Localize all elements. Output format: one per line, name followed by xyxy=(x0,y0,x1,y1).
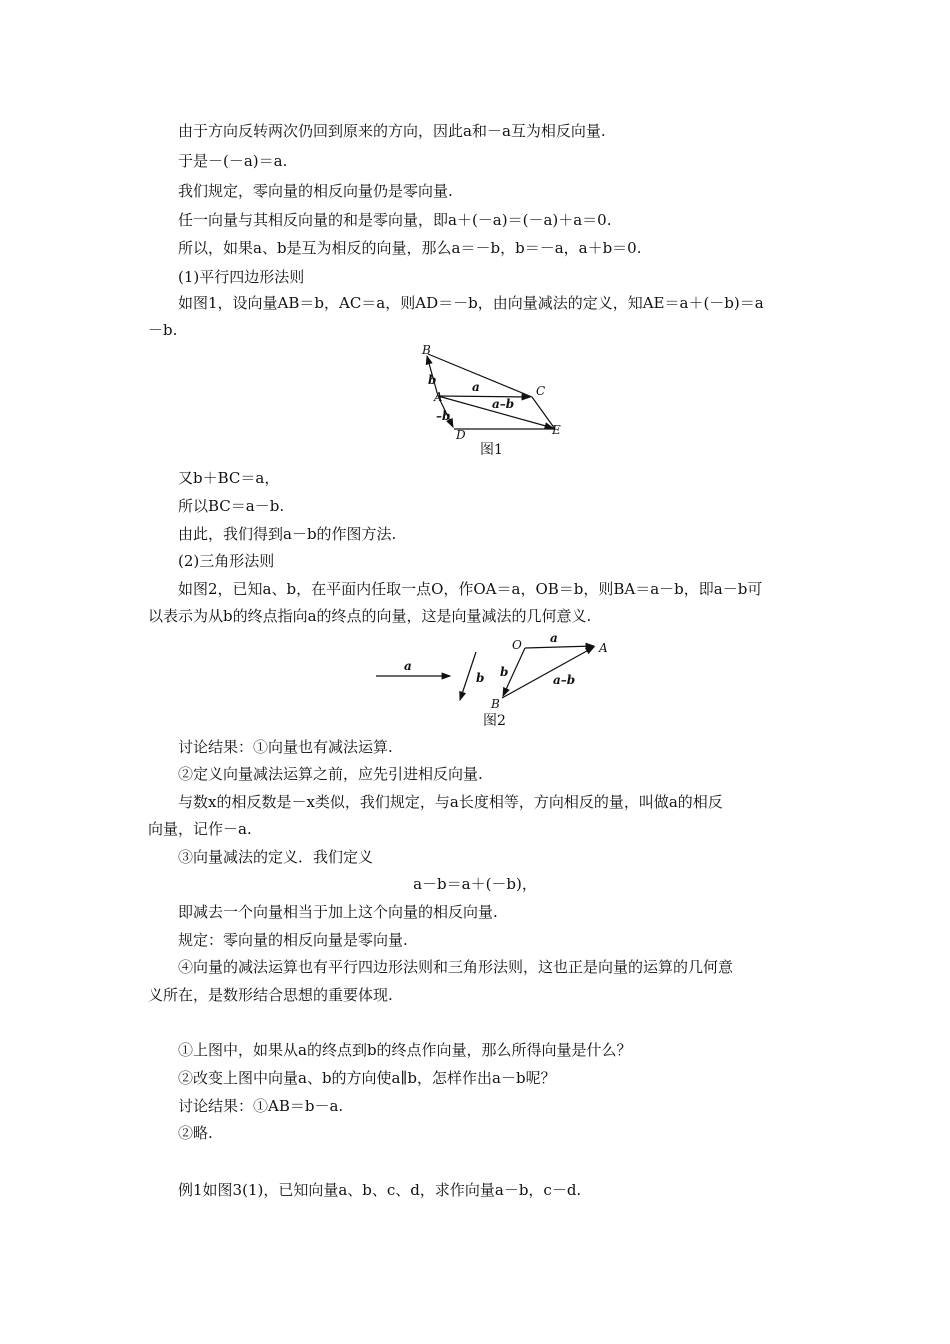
vector-a-label: a xyxy=(472,380,480,394)
vector-AC xyxy=(438,396,530,397)
triangle-b-label: b xyxy=(500,665,509,679)
point-B-label: B xyxy=(491,697,500,711)
vector-b-standalone xyxy=(460,652,476,700)
paragraph: ②改变上图中向量a、b的方向使a∥b，怎样作出a－b呢？ xyxy=(178,1069,556,1087)
point-C-label: C xyxy=(536,384,546,398)
paragraph-continuation: 以表示为从b的终点指向a的终点的向量，这是向量减法的几何意义. xyxy=(148,607,592,625)
vector-b-label: b xyxy=(428,373,437,387)
paragraph: 规定：零向量的相反向量是零向量. xyxy=(178,931,408,949)
paragraph: 所以，如果a、b是互为相反的向量，那么a＝－b，b＝－a，a＋b＝0. xyxy=(178,239,642,257)
paragraph: ②略. xyxy=(178,1124,213,1142)
figure-2-diagram xyxy=(370,630,620,732)
figure-1 xyxy=(410,340,580,466)
vector-OA xyxy=(525,646,594,648)
paragraph: 任一向量与其相反向量的和是零向量，即a＋(－a)＝(－a)＋a＝0. xyxy=(178,211,612,229)
paragraph: 即减去一个向量相当于加上这个向量的相反向量. xyxy=(178,903,498,921)
paragraph: 如图1，设向量AB＝b，AC＝a，则AD＝－b，由向量减法的定义，知AE＝a＋(－b)＝a xyxy=(178,294,764,312)
figure-1-diagram xyxy=(410,340,580,462)
paragraph: ②定义向量减法运算之前，应先引进相反向量. xyxy=(178,765,483,783)
paragraph: 于是－(－a)＝a. xyxy=(178,152,288,170)
section-heading: (2)三角形法则 xyxy=(178,552,275,570)
point-O-label: O xyxy=(512,638,522,652)
point-A-label: A xyxy=(434,390,443,404)
vector-a-minus-b-label: a–b xyxy=(492,397,515,411)
paragraph-continuation: 义所在，是数形结合思想的重要体现. xyxy=(148,986,393,1004)
segment-BC xyxy=(428,354,532,397)
figure-2-caption: 图2 xyxy=(483,713,506,729)
triangle-a-minus-b-label: a–b xyxy=(553,673,576,687)
paragraph-continuation: 向量，记作－a. xyxy=(148,820,252,838)
vector-neg-b-label: –b xyxy=(436,409,451,423)
vector-a-standalone-label: a xyxy=(404,659,412,673)
paragraph: 我们规定，零向量的相反向量仍是零向量. xyxy=(178,182,453,200)
point-B-label: B xyxy=(422,343,431,357)
paragraph: ③向量减法的定义．我们定义 xyxy=(178,848,374,866)
point-D-label: D xyxy=(456,428,466,442)
paragraph: ①上图中，如果从a的终点到b的终点作向量，那么所得向量是什么？ xyxy=(178,1041,632,1059)
point-E-label: E xyxy=(552,423,561,437)
paragraph: 又b＋BC＝a， xyxy=(178,469,280,487)
paragraph: ④向量的减法运算也有平行四边形法则和三角形法则，这也正是向量的运算的几何意 xyxy=(178,958,734,976)
section-heading: (1)平行四边形法则 xyxy=(178,268,305,286)
paragraph: 与数x的相反数是－x类似，我们规定，与a长度相等，方向相反的量，叫做a的相反 xyxy=(178,793,723,811)
vector-BA xyxy=(502,647,594,698)
paragraph-continuation: －b. xyxy=(148,321,178,339)
paragraph: 所以BC＝a－b. xyxy=(178,497,285,515)
paragraph: 讨论结果：①向量也有减法运算. xyxy=(178,738,393,756)
formula: a－b＝a＋(－b)， xyxy=(413,875,537,893)
vector-b-standalone-label: b xyxy=(476,671,485,685)
paragraph: 由于方向反转两次仍回到原来的方向，因此a和－a互为相反向量. xyxy=(178,122,606,140)
paragraph: 讨论结果：①AB＝b－a. xyxy=(178,1097,344,1115)
paragraph: 由此，我们得到a－b的作图方法. xyxy=(178,525,397,543)
point-A-label: A xyxy=(599,641,608,655)
triangle-a-label: a xyxy=(550,631,558,645)
paragraph: 如图2，已知a、b，在平面内任取一点O，作OA＝a，OB＝b，则BA＝a－b，即a－b可 xyxy=(178,580,763,598)
figure-2 xyxy=(370,630,620,736)
example-heading: 例1如图3(1)，已知向量a、b、c、d，求作向量a－b，c－d. xyxy=(178,1181,582,1199)
figure-1-caption: 图1 xyxy=(480,442,503,458)
